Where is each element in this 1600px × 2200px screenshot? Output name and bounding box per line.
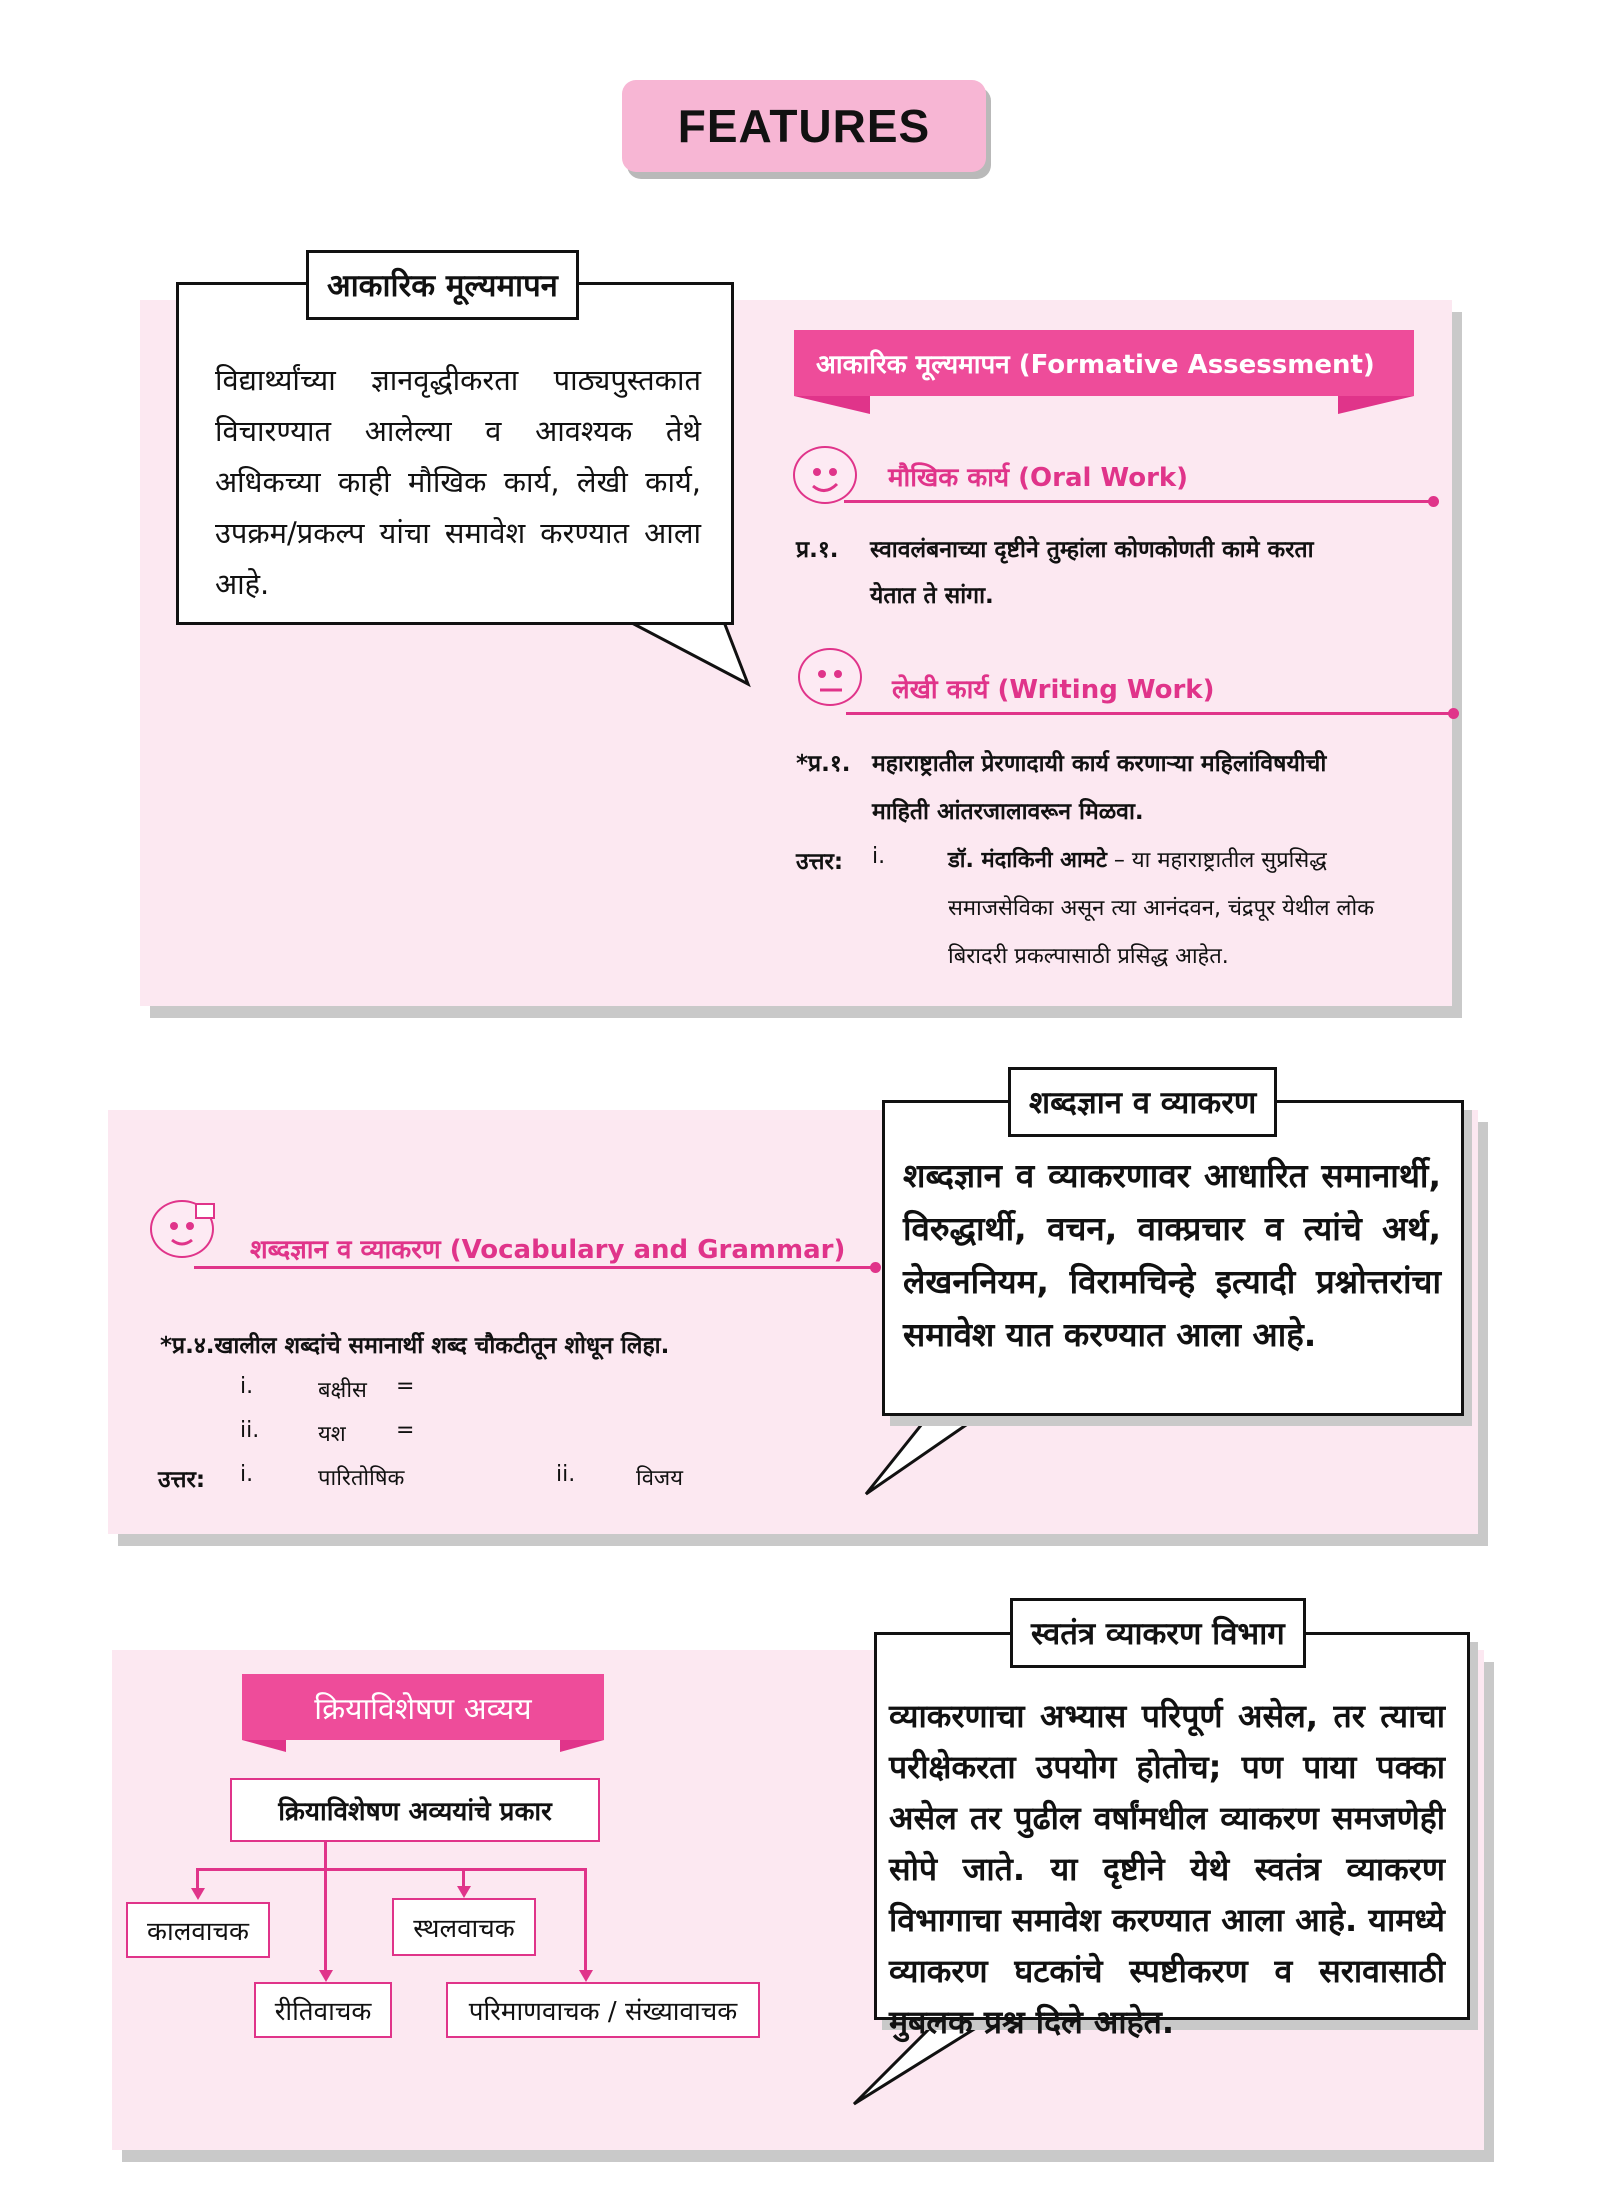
branch-pariman <box>584 1868 587 1972</box>
answer-name: डॉ. मंदाकिनी आमटे <box>948 848 1107 873</box>
grammar-callout-text: व्याकरणाचा अभ्यास परिपूर्ण असेल, तर त्याचा परीक्षेकरता उपयोग होतोच; पण पाया पक्का असेल तर पुढील वर्षांमधील व्याकरण समजणेही सोपे जाते. या दृष्टीने येथे स्वतंत्र व्याकरण विभागाचा समावेश करण्यात आला आहे. यामध्ये व्याकरण घटकांचे स्पष्टीकरण व सरावासाठी मुबलक प्रश्न दिले आहेत. <box>889 1697 1445 2041</box>
adverb-types-root: क्रियाविशेषण अव्ययांचे प्रकार <box>230 1778 600 1842</box>
item-2-word: यश <box>318 1422 346 1447</box>
formative-tag: आकारिक मूल्यमापन <box>306 250 579 320</box>
oral-question-line2: येतात ते सांगा. <box>870 583 994 609</box>
answer-label: उत्तर: <box>796 849 844 875</box>
formative-callout-text: विद्यार्थ्यांच्या ज्ञानवृद्धीकरता पाठ्यपुस्तकात विचारण्यात आलेल्या व आवश्यक तेथे अधिकच्या काही मौखिक कार्य, लेखी कार्य, उपक्रम/प्रकल्प यांचा समावेश करण्यात आला आहे. <box>215 363 701 601</box>
answer-1-word: पारितोषिक <box>318 1466 405 1491</box>
vocabulary-tag: शब्दज्ञान व व्याकरण <box>1008 1067 1277 1137</box>
oral-work-heading: मौखिक कार्य (Oral Work) <box>888 463 1189 493</box>
writing-work-heading: लेखी कार्य (Writing Work) <box>892 675 1215 705</box>
oral-question-number: प्र.१. <box>796 537 839 563</box>
answer-2-number: ii. <box>556 1462 576 1487</box>
vocabulary-question: *प्र.४.खालील शब्दांचे समानार्थी शब्द चौकटीतून शोधून लिहा. <box>160 1333 670 1359</box>
root-stem <box>324 1842 327 1870</box>
oral-question-line1: स्वावलंबनाच्या दृष्टीने तुम्हांला कोणकोणती कामे करता <box>870 537 1314 563</box>
page-title: FEATURES <box>622 80 986 172</box>
item-1-eq: = <box>396 1374 415 1399</box>
answer-2-word: विजय <box>636 1466 684 1491</box>
arrow-pariman <box>579 1970 593 1982</box>
answer-line2: समाजसेविका असून त्या आनंदवन, चंद्रपूर येथील लोक <box>948 896 1375 921</box>
writing-question-number: *प्र.१. <box>796 751 851 777</box>
branch-riti <box>324 1868 327 1972</box>
arrow-riti <box>319 1970 333 1982</box>
item-2-eq: = <box>396 1418 415 1443</box>
writing-question-line2: माहिती आंतरजालावरून मिळवा. <box>872 799 1144 825</box>
branch-line <box>196 1868 584 1871</box>
answer-line3: बिरादरी प्रकल्पासाठी प्रसिद्ध आहेत. <box>948 944 1229 969</box>
grammar-tag: स्वतंत्र व्याकरण विभाग <box>1010 1598 1306 1668</box>
vocabulary-answer-label: उत्तर: <box>158 1467 206 1493</box>
writing-question-line1: महाराष्ट्रातील प्रेरणादायी कार्य करणाऱ्या महिलांविषयीची <box>872 751 1327 777</box>
vocabulary-callout-text: शब्दज्ञान व व्याकरणावर आधारित समानार्थी, विरुद्धार्थी, वचन, वाक्प्रचार व त्यांचे अर्थ, लेखननियम, विरामचिन्हे इत्यादी प्रश्नोत्तरांचा समावेश यात करण्यात आला आहे. <box>903 1156 1441 1354</box>
type-kaalvachak: कालवाचक <box>126 1902 270 1958</box>
answer-number: i. <box>872 844 886 869</box>
type-parimanvachak: परिमाणवाचक / संख्यावाचक <box>446 1982 760 2038</box>
adverb-ribbon: क्रियाविशेषण अव्यय <box>242 1674 604 1740</box>
branch-kaal <box>196 1868 199 1890</box>
answer-1-number: i. <box>240 1462 254 1487</box>
vocabulary-heading: शब्दज्ञान व व्याकरण (Vocabulary and Grammar) <box>250 1235 846 1265</box>
formative-ribbon: आकारिक मूल्यमापन (Formative Assessment) <box>794 330 1414 396</box>
type-ritivachak: रीतिवाचक <box>254 1982 392 2038</box>
arrow-kaal <box>191 1888 205 1900</box>
arrow-sthal <box>457 1886 471 1898</box>
branch-sthal <box>462 1868 465 1888</box>
type-sthalvachak: स्थलवाचक <box>392 1898 536 1956</box>
answer-line1-rest: – या महाराष्ट्रातील सुप्रसिद्ध <box>1106 848 1327 873</box>
item-1-number: i. <box>240 1374 254 1399</box>
item-1-word: बक्षीस <box>318 1378 367 1403</box>
item-2-number: ii. <box>240 1418 260 1443</box>
